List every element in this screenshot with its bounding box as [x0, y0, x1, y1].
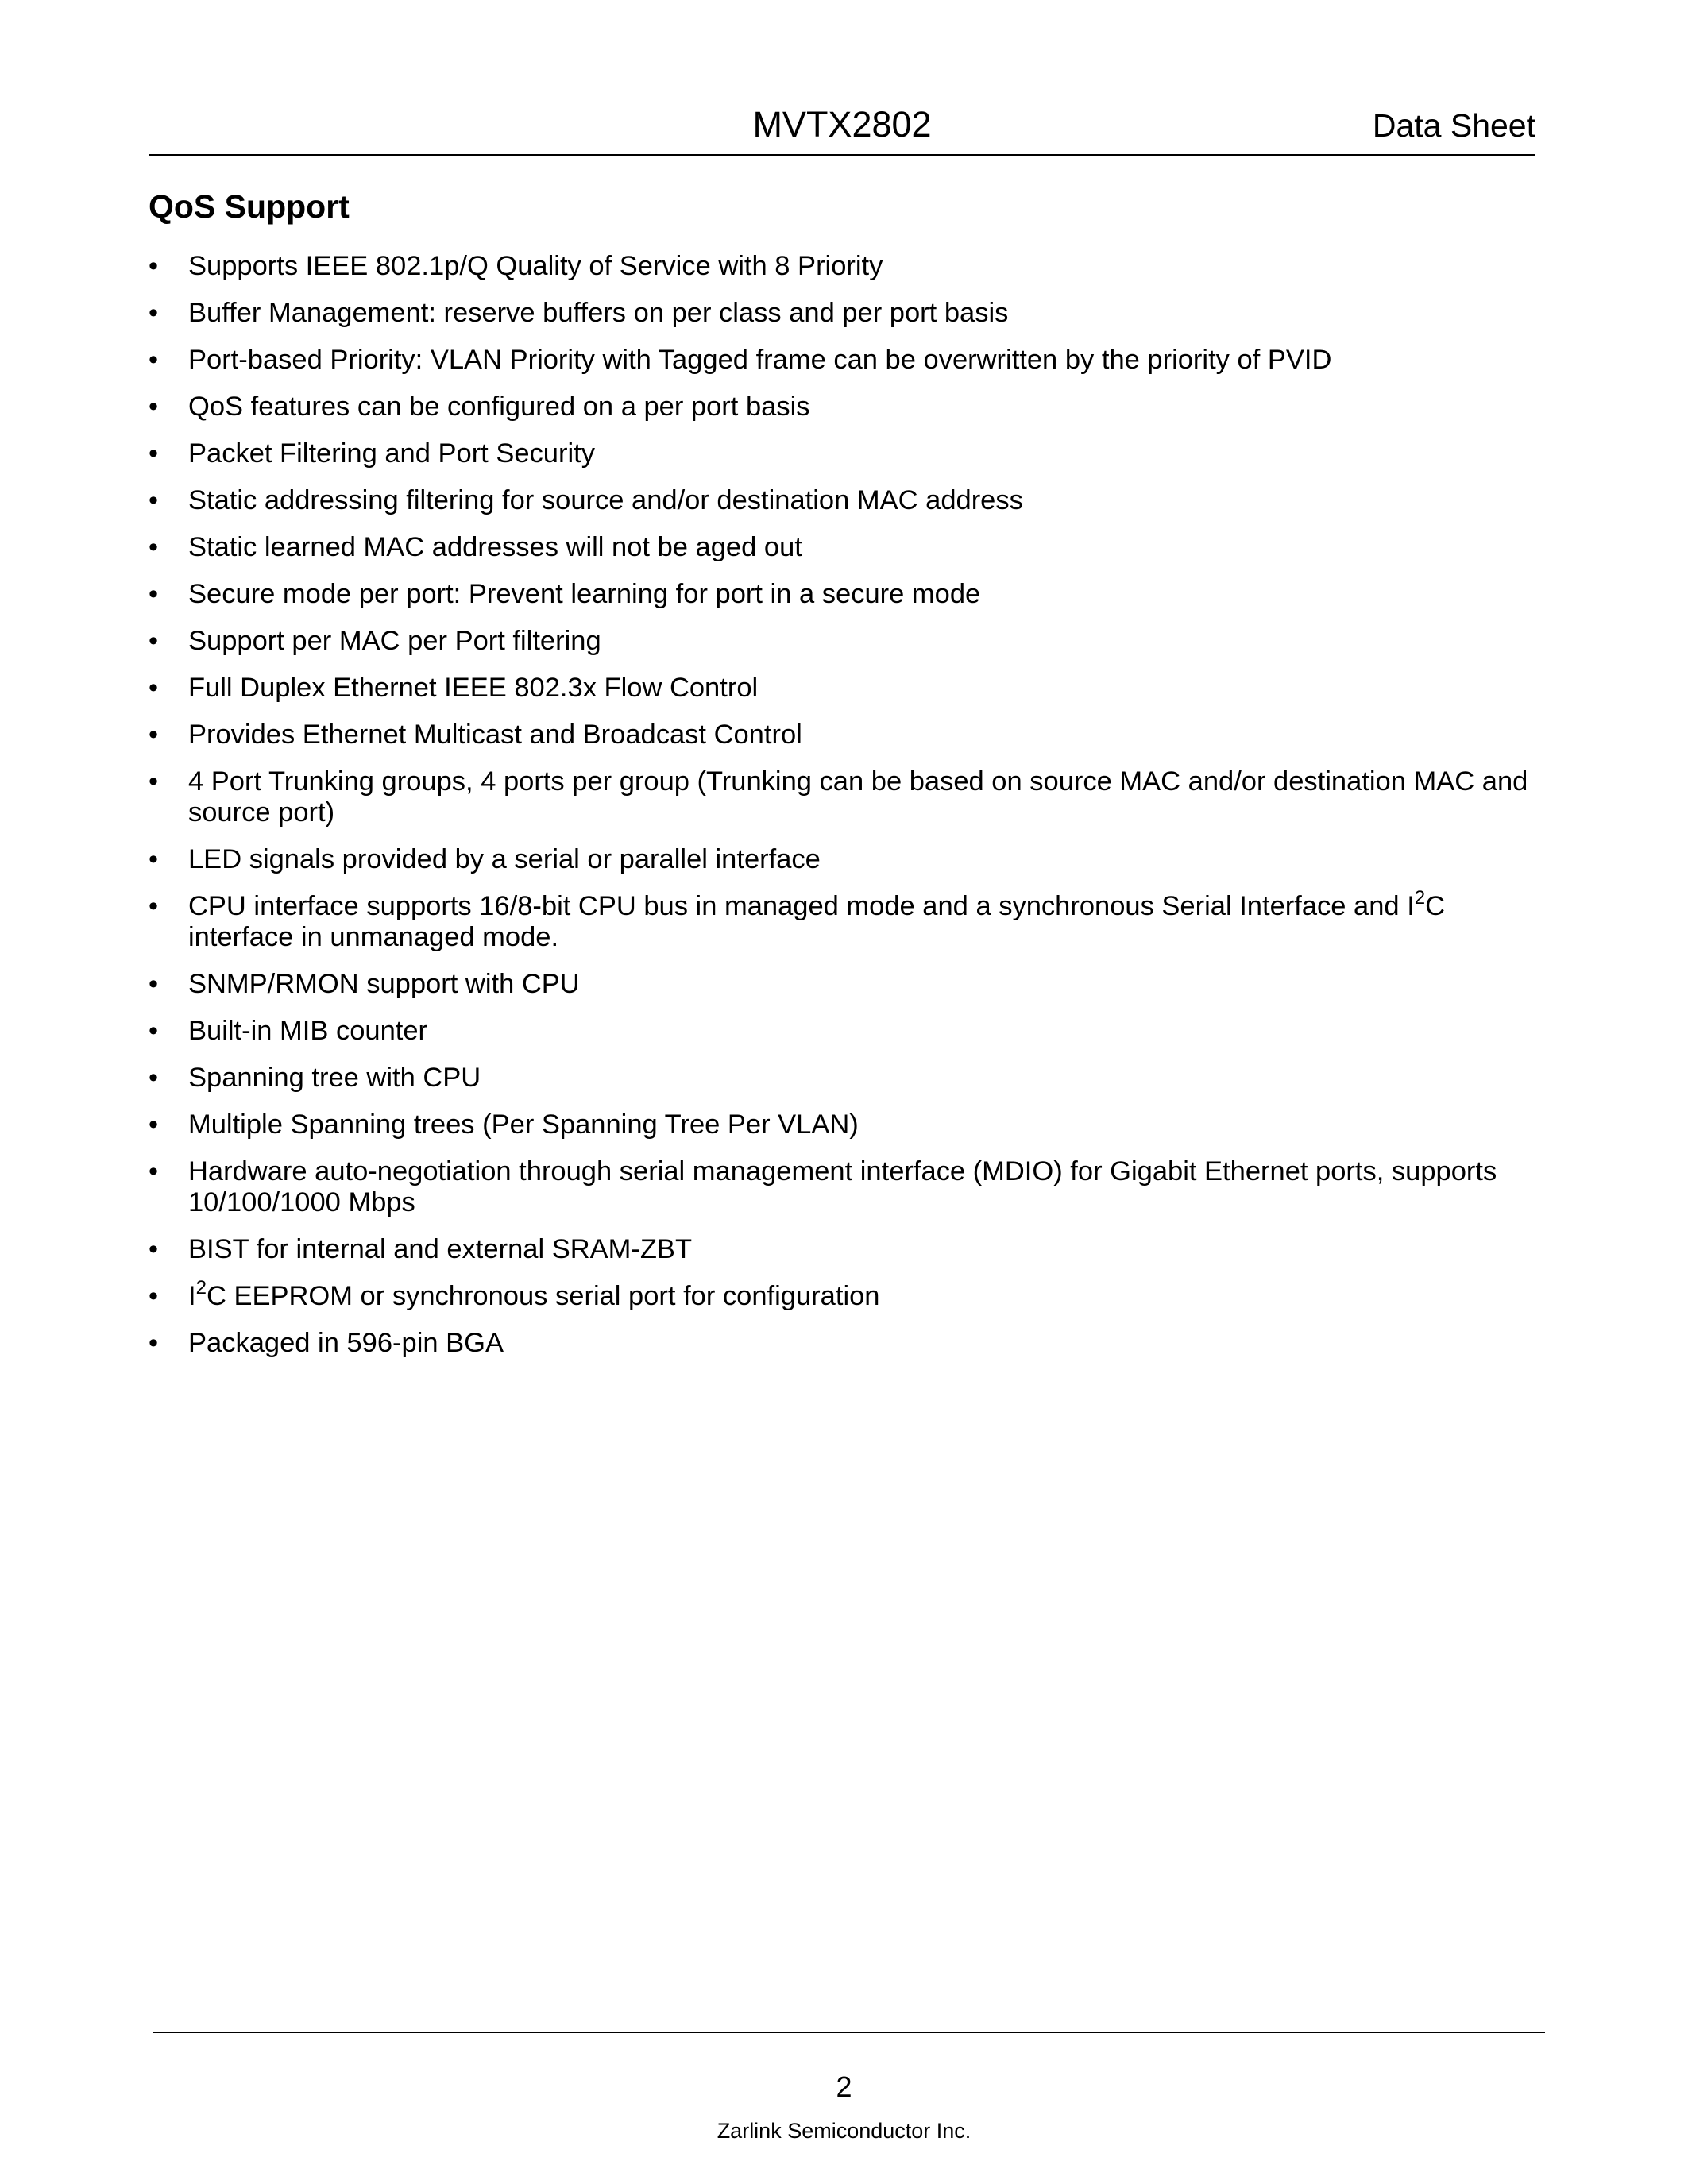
list-item: [149, 969, 1547, 1000]
list-item: [149, 298, 1547, 329]
list-item-text: Packaged in 596-pin BGA: [188, 1328, 504, 1358]
list-item: [149, 1063, 1547, 1094]
bullet-icon: •: [149, 1234, 159, 1264]
list-item-text: Multiple Spanning trees (Per Spanning Tree Per VLAN): [188, 1109, 859, 1140]
list-item: [149, 1156, 1547, 1218]
list-item: [149, 251, 1547, 282]
list-item-text: Buffer Management: reserve buffers on per class and per port basis: [188, 298, 1009, 328]
list-item: [149, 720, 1547, 751]
list-item-text: LED signals provided by a serial or parallel interface: [188, 844, 821, 874]
list-item-text-post: C EEPROM or synchronous serial port for configuration: [206, 1281, 880, 1311]
bullet-icon: •: [149, 345, 159, 375]
list-item-text: Full Duplex Ethernet IEEE 802.3x Flow Control: [188, 673, 759, 703]
bullet-icon: •: [149, 392, 159, 422]
list-item: [149, 579, 1547, 610]
list-item-text: QoS features can be configured on a per port basis: [188, 392, 810, 422]
list-item-text: BIST for internal and external SRAM-ZBT: [188, 1234, 693, 1264]
list-item: [149, 1328, 1547, 1359]
list-item: [149, 485, 1547, 516]
company-name: Zarlink Semiconductor Inc.: [717, 2119, 971, 2143]
list-item-text: Secure mode per port: Prevent learning for port in a secure mode: [188, 579, 981, 609]
list-item: [149, 844, 1547, 875]
superscript: 2: [1414, 886, 1426, 909]
bullet-icon: •: [149, 485, 159, 515]
list-item: [149, 1276, 1547, 1312]
list-item: [149, 1016, 1547, 1047]
bullet-icon: •: [149, 766, 159, 797]
list-item-text: Provides Ethernet Multicast and Broadcast Control: [188, 720, 802, 750]
list-item-text-pre: CPU interface supports 16/8-bit CPU bus in managed mode and a synchronous Serial Interface and I: [188, 891, 1415, 921]
list-item-text: Static learned MAC addresses will not be aged out: [188, 532, 802, 562]
list-item-text: 4 Port Trunking groups, 4 ports per group (Trunking can be based on source MAC and/or destination MAC and source port): [188, 766, 1528, 828]
bullet-icon: •: [149, 673, 159, 703]
bullet-icon: •: [149, 532, 159, 562]
list-item-text: Port-based Priority: VLAN Priority with Tagged frame can be overwritten by the priority of PVID: [188, 345, 1332, 375]
bullet-icon: •: [149, 579, 159, 609]
list-item: [149, 345, 1547, 376]
page-header: [149, 102, 1535, 156]
superscript: 2: [195, 1276, 207, 1298]
list-item: [149, 1109, 1547, 1140]
list-item: [149, 532, 1547, 563]
list-item: [149, 392, 1547, 423]
bullet-icon: •: [149, 1016, 159, 1046]
list-item: [149, 438, 1547, 469]
document-type: Data Sheet: [1372, 107, 1535, 144]
list-item: [149, 886, 1547, 953]
bullet-icon: •: [149, 1063, 159, 1093]
list-item: [149, 626, 1547, 657]
list-item-text: SNMP/RMON support with CPU: [188, 969, 580, 999]
feature-list: [149, 251, 1547, 1375]
footer-divider: [153, 2032, 1545, 2033]
bullet-icon: •: [149, 844, 159, 874]
list-item-text: Packet Filtering and Port Security: [188, 438, 595, 469]
list-item-text: Supports IEEE 802.1p/Q Quality of Service with 8 Priority: [188, 251, 883, 281]
bullet-icon: •: [149, 1328, 159, 1358]
bullet-icon: •: [149, 720, 159, 750]
bullet-icon: •: [149, 438, 159, 469]
list-item: [149, 1234, 1547, 1265]
list-item-text-pre: I: [188, 1281, 196, 1311]
bullet-icon: •: [149, 891, 159, 921]
list-item-text: Spanning tree with CPU: [188, 1063, 481, 1093]
document-title: MVTX2802: [752, 104, 932, 145]
list-item: [149, 766, 1547, 828]
bullet-icon: •: [149, 969, 159, 999]
list-item-text: Support per MAC per Port filtering: [188, 626, 601, 656]
bullet-icon: •: [149, 251, 159, 281]
list-item-text: Hardware auto-negotiation through serial management interface (MDIO) for Gigabit Ethernet ports, supports 10/100/1000 Mbps: [188, 1156, 1497, 1217]
list-item-text: Static addressing filtering for source and/or destination MAC address: [188, 485, 1023, 515]
list-item-text: Built-in MIB counter: [188, 1016, 428, 1046]
bullet-icon: •: [149, 1281, 159, 1311]
bullet-icon: •: [149, 298, 159, 328]
section-title: QoS Support: [149, 188, 350, 225]
list-item-text-post: C interface in unmanaged mode.: [188, 891, 1446, 952]
list-item: [149, 673, 1547, 704]
bullet-icon: •: [149, 1156, 159, 1187]
page-number: 2: [836, 2070, 852, 2103]
bullet-icon: •: [149, 626, 159, 656]
bullet-icon: •: [149, 1109, 159, 1140]
